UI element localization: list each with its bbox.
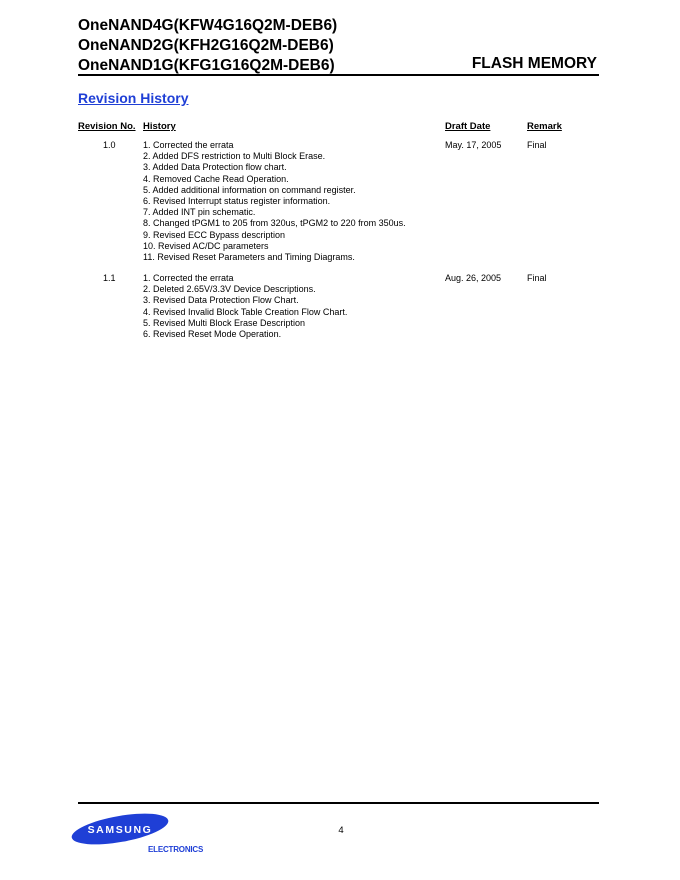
history-item: 5. Revised Multi Block Erase Description [143,317,306,328]
history-item: 1. Corrected the errata [143,273,234,283]
logo-text: SAMSUNG [87,824,153,836]
document-title-line-1: OneNAND4G(KFW4G16Q2M-DEB6) [78,17,338,34]
history-item: 5. Added additional information on command register. [143,184,356,195]
history-item: 4. Removed Cache Read Operation. [143,173,289,184]
history-item: 7. Added INT pin schematic. [143,207,256,218]
history-item: 6. Revised Reset Mode Operation. [143,329,282,340]
draft-date: May. 17, 2005 [445,140,502,150]
page-number: 4 [338,825,344,836]
history-item: 11. Revised Reset Parameters and Timing Diagrams. [143,252,355,263]
history-item: 3. Added Data Protection flow chart. [143,162,287,173]
header-divider [78,74,599,76]
history-list [143,140,406,263]
samsung-logo [66,812,174,846]
footer-divider [78,802,599,804]
document-title-line-3: OneNAND1G(KFG1G16Q2M-DEB6) [78,57,335,74]
history-item: 2. Deleted 2.65V/3.3V Device Descriptions. [143,284,316,295]
history-item: 4. Revised Invalid Block Table Creation Flow Chart. [143,306,348,317]
remark: Final [527,273,547,283]
history-item: 1. Corrected the errata [143,140,234,150]
history-item: 3. Revised Data Protection Flow Chart. [143,295,299,306]
column-header-revision: Revision No. [78,121,136,132]
column-header-draft-date: Draft Date [445,121,491,132]
draft-date: Aug. 26, 2005 [445,273,502,283]
history-list [143,273,347,340]
history-item: 2. Added DFS restriction to Multi Block Erase. [143,151,326,162]
history-item: 8. Changed tPGM1 to 205 from 320us, tPGM2 to 220 from 350us. [143,218,406,229]
history-item: 6. Revised Interrupt status register information. [143,196,331,207]
document-title-line-2: OneNAND2G(KFH2G16Q2M-DEB6) [78,37,334,54]
remark: Final [527,140,547,150]
logo-subtext: ELECTRONICS [148,845,204,854]
section-title: Revision History [78,90,189,106]
document-header [78,16,599,76]
history-item: 9. Revised ECC Bypass description [143,229,286,240]
samsung-logo-icon [66,812,174,846]
column-header-remark: Remark [527,121,562,132]
revision-number: 1.1 [103,273,116,283]
document-category: FLASH MEMORY [471,55,597,72]
column-header-history: History [143,121,176,132]
history-item: 10. Revised AC/DC parameters [143,240,269,251]
revision-number: 1.0 [103,140,116,150]
